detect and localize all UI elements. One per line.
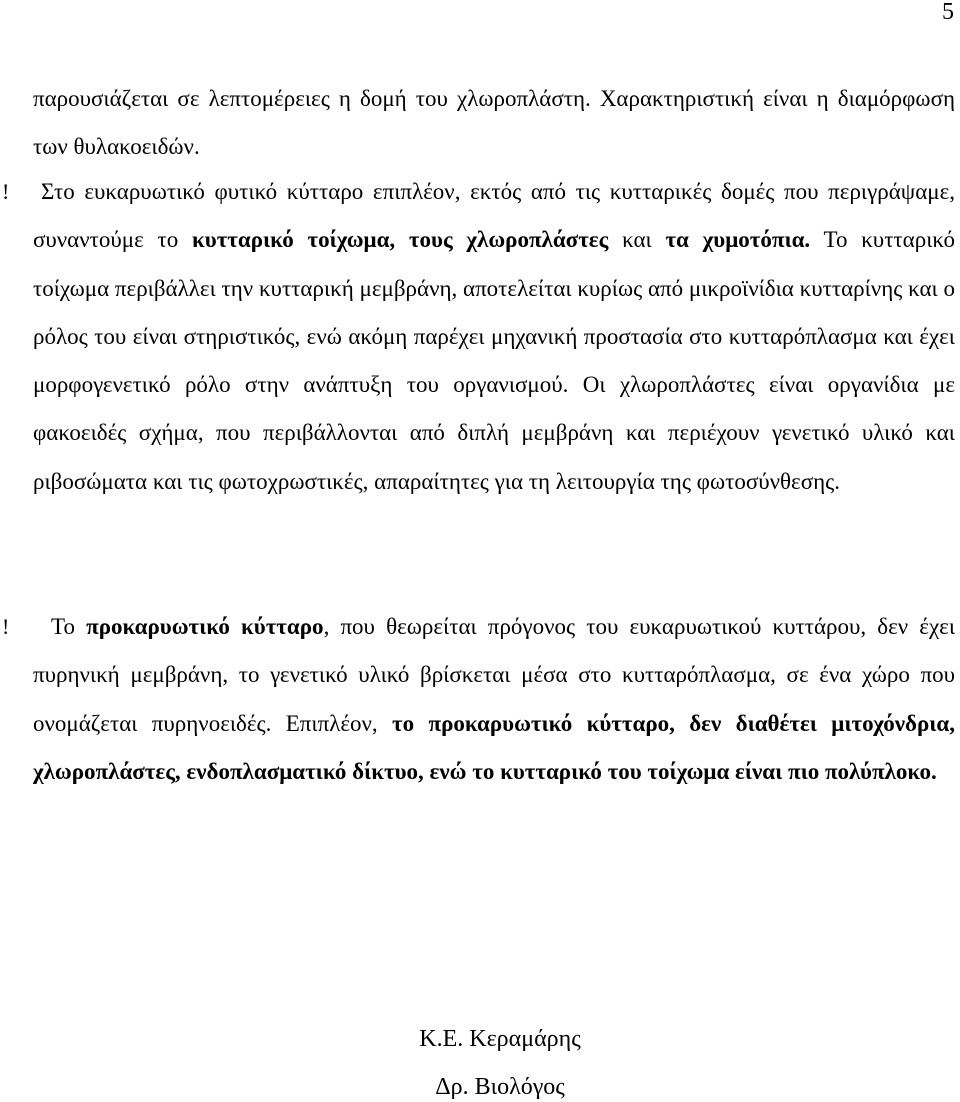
term-prokaryotic-cell: προκαρυωτικό κύτταρο <box>86 614 324 639</box>
exclamation-bullet-icon: ! <box>2 614 10 639</box>
bullet-cell-wall-body: Το κυτταρικό τοίχωμα περιβάλλει την κυτταρική μεμβράνη, αποτελείται κυρίως από μικροϊνίδια κυτταρίνης και ο ρόλος του είναι στηριστικός, ενώ ακόμη παρέχει μηχανική προστασία στο κυτταρόπλασμα και έχει μορφογενετικό ρόλο στην ανάπτυξη του οργανισμού. Οι χλωροπλάστες είναι οργανίδια με φακοειδές σχήμα, που περιβάλλονται από διπλή μεμβράνη και περιέχουν γενετικό υλικό και ριβοσώματα και τις φωτοχρωστικές, απαραίτητες για τη λειτουργία της φωτοσύνθεσης. <box>33 227 955 494</box>
paragraph-intro <box>33 75 955 172</box>
bullet-prokaryotic-text <box>33 603 955 796</box>
signature-name: Κ.Ε. Κεραμάρης <box>419 1026 581 1052</box>
signature-title: Δρ. Βιολόγος <box>435 1074 565 1100</box>
term-vacuoles: τα χυμοτόπια. <box>665 227 811 253</box>
bullet-prokaryotic-intro: Το <box>51 614 87 639</box>
exclamation-bullet-icon: ! <box>2 179 10 204</box>
conjunction: και <box>608 227 666 253</box>
paragraph-intro-text: παρουσιάζεται σε λεπτομέρειες η δομή του χλωροπλάστη. Χαρακτηριστική είναι η διαμόρφωση των θυλακοειδών. <box>33 86 955 160</box>
bullet-prokaryotic-body: , που θεωρείται πρόγονος του ευκαρυωτικού κυττάρου, δεν έχει πυρηνική μεμβράνη, το γενετικό υλικό βρίσκεται μέσα στο κυτταρόπλασμα, σε ένα χώρο που ονομάζεται πυρηνοειδές. Επιπλέον, <box>33 614 956 736</box>
term-cell-wall-chloroplasts: κυτταρικό τοίχωμα, τους χλωροπλάστες <box>192 227 609 253</box>
bullet-cell-wall-intro: Στο ευκαρυωτικό φυτικό κύτταρο επιπλέον, εκτός από τις κυτταρικές δομές που περιγράψαμε, συναντούμε το <box>33 179 955 253</box>
bullet-prokaryotic-bold-conclusion: το προκαρυωτικό κύτταρο, δεν διαθέτει μιτοχόνδρια, χλωροπλάστες, ενδοπλασματικό δίκτυο, ενώ το κυτταρικό του τοίχωμα είναι πιο πολύπλοκο. <box>33 710 955 784</box>
page-number: 5 <box>942 0 954 25</box>
bullet-cell-wall-text <box>33 168 955 506</box>
